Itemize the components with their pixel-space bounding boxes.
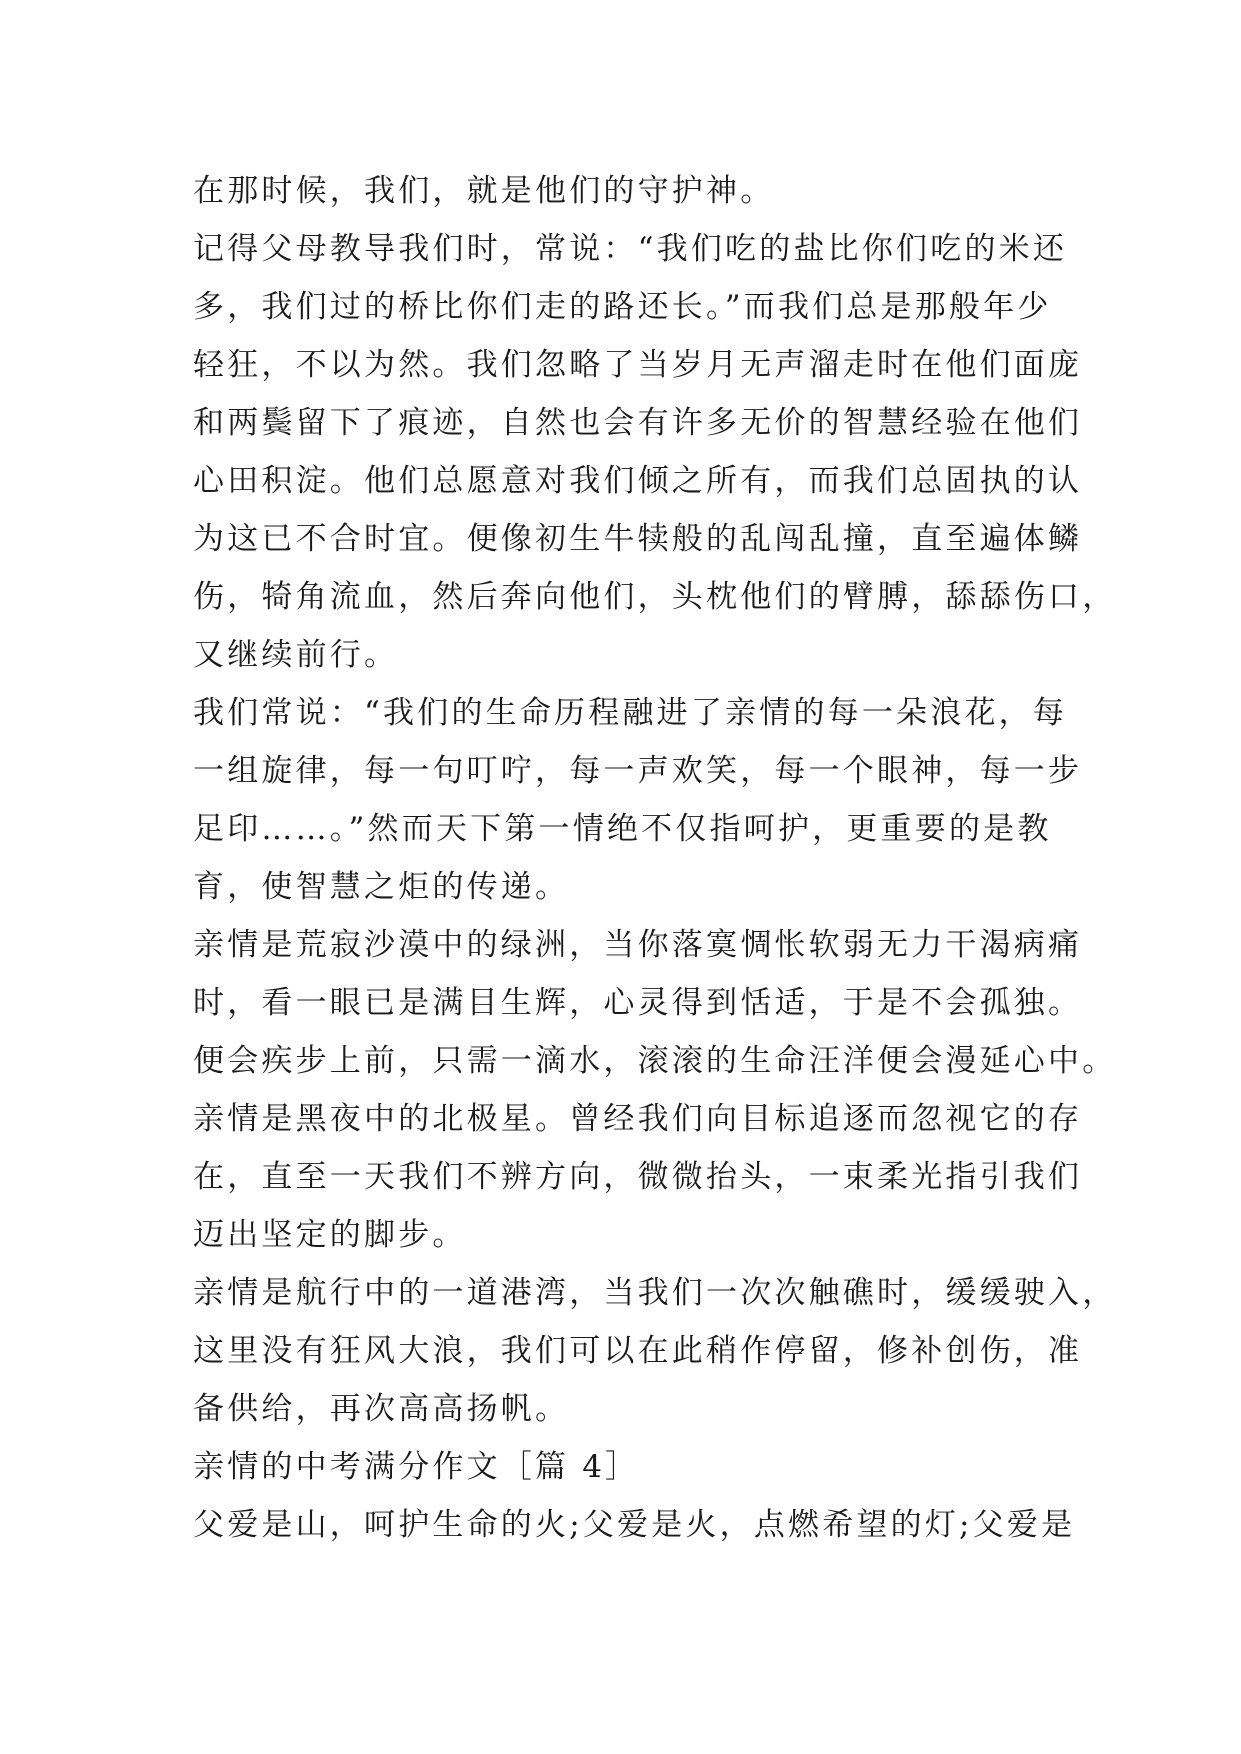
body-text	[193, 162, 1117, 1554]
section-heading: 亲情的中考满分作文［篇 4］	[193, 1449, 640, 1485]
text-line: 又继续前行。	[193, 637, 399, 673]
text-line: 伤，犄角流血，然后奔向他们，头枕他们的臂膊，舔舔伤口，	[193, 579, 1117, 615]
text-line: 父爱是山，呵护生命的火;父爱是火，点燃希望的灯;父爱是	[193, 1507, 1076, 1543]
text-line: 迈出坚定的脚步。	[193, 1217, 467, 1253]
text-line: 时，看一眼已是满目生辉，心灵得到恬适，于是不会孤独。	[193, 985, 1083, 1021]
text-line: 多，我们过的桥比你们走的路还长。”而我们总是那般年少	[193, 289, 1052, 325]
text-line: 足印……。”然而天下第一情绝不仅指呵护，更重要的是教	[193, 811, 1052, 847]
text-line: 亲情是航行中的一道港湾，当我们一次次触礁时，缓缓驶入，	[193, 1275, 1117, 1311]
text-line: 和两鬓留下了痕迹，自然也会有许多无价的智慧经验在他们	[193, 405, 1083, 441]
text-line: 育，使智慧之炬的传递。	[193, 869, 570, 905]
text-line: 亲情是黑夜中的北极星。曾经我们向目标追逐而忽视它的存	[193, 1101, 1083, 1137]
text-line: 心田积淀。他们总愿意对我们倾之所有，而我们总固执的认	[193, 463, 1083, 499]
text-line: 在那时候，我们，就是他们的守护神。	[193, 173, 775, 209]
text-line: 为这已不合时宜。便像初生牛犊般的乱闯乱撞，直至遍体鳞	[193, 521, 1083, 557]
text-line: 在，直至一天我们不辨方向，微微抬头，一束柔光指引我们	[193, 1159, 1083, 1195]
text-line: 我们常说：“我们的生命历程融进了亲情的每一朵浪花，每	[193, 695, 1068, 731]
text-line: 备供给，再次高高扬帆。	[193, 1391, 570, 1427]
text-line: 这里没有狂风大浪，我们可以在此稍作停留，修补创伤，准	[193, 1333, 1083, 1369]
text-line: 亲情是荒寂沙漠中的绿洲，当你落寞惆怅软弱无力干渴病痛	[193, 927, 1083, 963]
text-line: 轻狂，不以为然。我们忽略了当岁月无声溜走时在他们面庞	[193, 347, 1083, 383]
text-line: 一组旋律，每一句叮咛，每一声欢笑，每一个眼神，每一步	[193, 753, 1083, 789]
text-line: 记得父母教导我们时，常说：“我们吃的盐比你们吃的米还	[193, 231, 1068, 267]
text-line: 便会疾步上前，只需一滴水，滚滚的生命汪洋便会漫延心中。	[193, 1043, 1117, 1079]
